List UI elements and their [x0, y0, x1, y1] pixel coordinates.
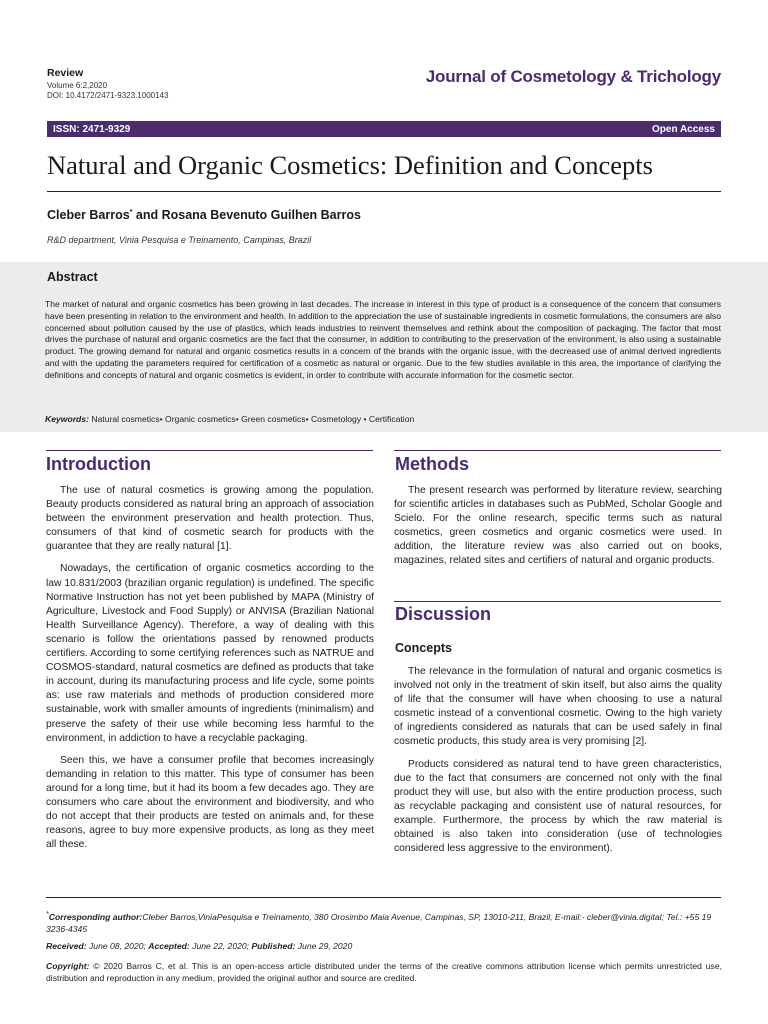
keywords-label: Keywords:	[45, 414, 89, 424]
abstract-heading: Abstract	[47, 270, 98, 284]
article-dates	[46, 941, 352, 951]
discussion-paragraph: The relevance in the formulation of natural and organic cosmetics is involved not only in the treatment of skin itself, but also aims the quality of life that the consumer will have when choosing to use a natural cosmetic instead of a conventional cosmetic. Owing to the high variety of ingredients considered as naturals that can be used safely in final cosmetic products, this study area is very promising [2].	[394, 666, 722, 748]
footer-divider	[46, 897, 721, 898]
discussion-body	[394, 665, 722, 856]
article-type: Review	[47, 67, 84, 79]
introduction-rule	[46, 450, 373, 451]
keywords-list: Natural cosmetics• Organic cosmetics• Green cosmetics• Cosmetology • Certification	[88, 414, 415, 424]
methods-paragraph: The present research was performed by literature review, searching for scientific articles in databases such as PubMed, Scholar Google and Scielo. For the online research, specific terms such as natural cosmetics, green cosmetics and organic cosmetics were used. In addition, the literature review was also carried out on books, magazines, related sites and certifiers of natural and organic products.	[394, 485, 722, 567]
affiliation: R&D department, Vinia Pesquisa e Treinamento, Campinas, Brazil	[47, 235, 312, 245]
authors	[47, 208, 361, 222]
accepted-date: June 22, 2020;	[189, 941, 252, 951]
corresponding-mark: *	[129, 208, 133, 216]
copyright-text: © 2020 Barros C, et al. This is an open-access article distributed under the terms of the creative commons attribution license which permits unrestricted use, distribution and reproduction in any medium, provided the original author and source are credited.	[46, 961, 722, 983]
copyright-notice	[46, 960, 722, 984]
corresponding-author-note	[46, 908, 722, 935]
abstract-text: The market of natural and organic cosmetics has been growing in last decades. The increase in interest in this type of product is a consequence of the concern that consumers have been presenting in relation to the environment and health. In addition to the appreciation the use of sustainable ingredients in cosmetic formulations, the consumers are also concerned about pollution caused by the use of plastics, which leads industries to reinvent themselves and rethink about the composition of packaging. The factor that most drives the purchase of natural and organic cosmetics are the fact that the consumer, in addition to contributing to the preservation of the environment, is also using a sustainable product. The growing demand for natural and organic cosmetics results in a concern of the brands with the organic issue, with the decreased use of animal derived ingredients and with the updating the parameters required for certification of a cosmetic as natural or organic. Due to the few studies available in this area, the importance of clarifying the definitions and concepts of natural and organic cosmetics is evident, in order to contribute with accurate information for the cosmetic sector.	[45, 299, 721, 380]
keywords	[45, 414, 414, 424]
introduction-heading: Introduction	[46, 454, 151, 474]
introduction-paragraph: Nowadays, the certification of organic cosmetics according to the law 10.831/2003 (brazilian organic regulation) is undefined. The specific Normative Instruction has not yet been published by MAPA (Ministry of Agriculture, Livestock and Food Supply) or ANVISA (Brazilian National Health Surveillance Agency). Therefore, a way of dealing with this scenario is follow the orientations passed by renowned products certifiers. According to some certifying references such as NATRUE and COSMOS-standard, natural cosmetics are defined as products that take in account, during its manufacturing process and life cycle, some points as: use raw materials and methods of production considered more sustainable, work with smaller amounts of ingredients (minimalism) and preserve the safety of their use while becoming less harmful to the environment, in addiction to have a recyclable packaging.	[46, 563, 374, 744]
title-divider	[47, 191, 721, 192]
discussion-rule	[394, 601, 721, 602]
introduction-paragraph: The use of natural cosmetics is growing among the population. Beauty products considered as natural bring an approach of association between the environment preservation and health protection. Thus, consumers of that kind of cosmetic search for products with the guarantee that they are really natural [1].	[46, 485, 374, 553]
first-author: Cleber Barros	[47, 208, 130, 222]
co-authors: and Rosana Bevenuto Guilhen Barros	[132, 208, 361, 222]
discussion-paragraph: Products considered as natural tend to have green characteristics, due to the fact that consumers are concerned not only with the final product they will use, but also with the entire production process, such as recyclable packaging and consistent use of natural resources, for example. Furthermore, the process by which the raw material is obtained is also taken into consideration (use of technologies considered less aggressive to the environment).	[394, 758, 722, 855]
methods-heading: Methods	[395, 454, 469, 474]
received-label: Received:	[46, 941, 87, 951]
issn-banner	[47, 121, 721, 137]
article-title: Natural and Organic Cosmetics: Definition and Concepts	[47, 150, 653, 180]
discussion-heading: Discussion	[395, 604, 492, 624]
corresponding-author-label: Corresponding author:	[48, 911, 143, 922]
published-date: June 29, 2020	[295, 941, 353, 951]
corresponding-mark: *	[46, 910, 49, 918]
introduction-body	[46, 484, 374, 852]
concepts-subheading: Concepts	[395, 641, 452, 655]
published-label: Published:	[251, 941, 296, 951]
received-date: June 08, 2020;	[86, 941, 149, 951]
open-access-label: Open Access	[652, 123, 715, 135]
issn: ISSN: 2471-9329	[53, 123, 131, 135]
methods-rule	[394, 450, 721, 451]
copyright-label: Copyright:	[46, 961, 90, 971]
journal-name: Journal of Cosmetology & Trichology	[425, 67, 721, 86]
methods-body	[394, 484, 722, 569]
accepted-label: Accepted:	[148, 941, 190, 951]
volume-info: Volume 6:2,2020	[47, 81, 108, 90]
introduction-paragraph: Seen this, we have a consumer profile that becomes increasingly demanding in relation to this matter. This type of consumer has been around for a long time, but it had its boom a few decades ago. They are consumers who care about the environment and biodiversity, and who do not accept that their products are tested on animals and, for these reasons, agree to buy more expensive products, as long as they meet all these.	[46, 754, 374, 851]
corresponding-author-details: Cleber Barros,ViniaPesquisa e Treinamento, 380 Orosimbo Maia Avenue, Campinas, SP, 13010-211, Brazil, E-mail:- cleber@vinia.digital; Tel.: +55 19 3236-4345	[46, 911, 712, 934]
doi[interactable]: DOI: 10.4172/2471-9323.1000143	[47, 91, 169, 100]
